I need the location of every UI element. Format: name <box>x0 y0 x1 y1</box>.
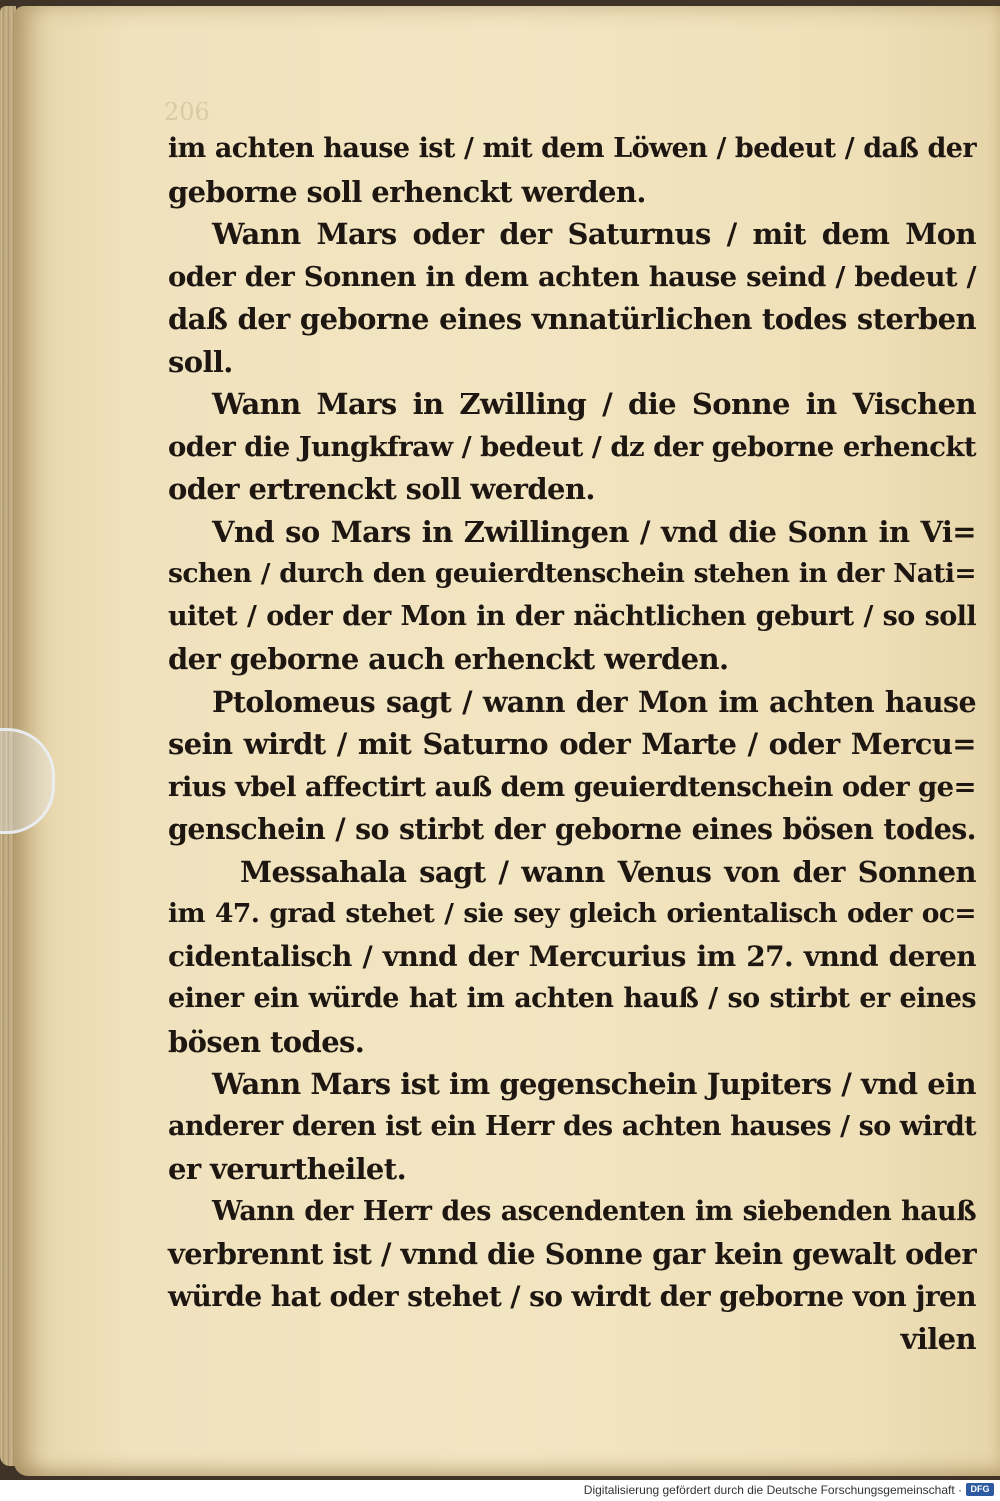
page-number-ghost: 206 <box>164 98 210 126</box>
text-line: cidentalisch / vnnd der Mercurius im 27. vnnd deren <box>168 939 976 973</box>
text-line: sein wirdt / mit Saturno oder Marte / oder Mercu= <box>168 727 976 761</box>
text-line: Ptolomeus sagt / wann der Mon im achten hause <box>212 684 976 719</box>
text-line: einer ein würde hat im achten hauß / so stirbt er eines <box>168 983 976 1014</box>
text-line: oder der Sonnen in dem achten hause seind / bedeut / <box>168 260 976 293</box>
text-line: bösen todes. <box>168 1024 365 1059</box>
text-line: oder ertrenckt soll werden. <box>168 472 595 506</box>
text-line: Messahala sagt / wann Venus von der Sonnen <box>240 854 976 889</box>
text-line: rius vbel affectirt auß dem geuierdtenschein oder ge= <box>168 770 976 803</box>
text-line: Wann Mars ist im gegenschein Jupiters / vnd ein <box>212 1067 976 1101</box>
text-line: Vnd so Mars in Zwillingen / vnd die Sonn in Vi= <box>212 514 976 549</box>
text-line: er verurtheilet. <box>168 1152 407 1186</box>
funding-notice: Digitalisierung gefördert durch die Deutsche Forschungsgemeinschaft · <box>583 1483 962 1497</box>
text-line: oder die Jungkfraw / bedeut / dz der geborne erhenckt <box>168 430 976 463</box>
text-line: soll. <box>168 344 233 379</box>
text-line: im achten hause ist / mit dem Löwen / bedeut / daß der <box>168 133 976 164</box>
footer-bar <box>0 1480 1000 1501</box>
text-line: würde hat oder stehet / so wirdt der geborne von jren <box>168 1279 976 1313</box>
text-line: genschein / so stirbt der geborne eines bösen todes. <box>168 812 976 846</box>
text-line: verbrennt ist / vnnd die Sonne gar kein gewalt oder <box>168 1237 976 1271</box>
text-line: daß der geborne eines vnnatürlichen todes sterben <box>168 302 976 336</box>
text-line: der geborne auch erhenckt werden. <box>168 642 729 676</box>
text-line: Wann der Herr des ascendenten im siebenden hauß <box>212 1195 976 1227</box>
body-text <box>168 128 976 1361</box>
text-line: schen / durch den geuierdtenschein stehen in der Nati= <box>168 558 976 589</box>
catchword: vilen <box>900 1322 976 1356</box>
text-line: geborne soll erhenckt werden. <box>168 174 646 209</box>
text-line: uitet / oder der Mon in der nächtlichen geburt / so soll <box>168 600 976 632</box>
text-line: Wann Mars oder der Saturnus / mit dem Mon <box>212 217 976 251</box>
text-line: anderer deren ist ein Herr des achten hauses / so wirdt <box>168 1110 976 1142</box>
text-line: Wann Mars in Zwilling / die Sonne in Vischen <box>212 387 976 421</box>
dfg-logo-icon: DFG <box>966 1483 994 1496</box>
text-line: im 47. grad stehet / sie sey gleich orientalisch oder oc= <box>168 898 976 929</box>
